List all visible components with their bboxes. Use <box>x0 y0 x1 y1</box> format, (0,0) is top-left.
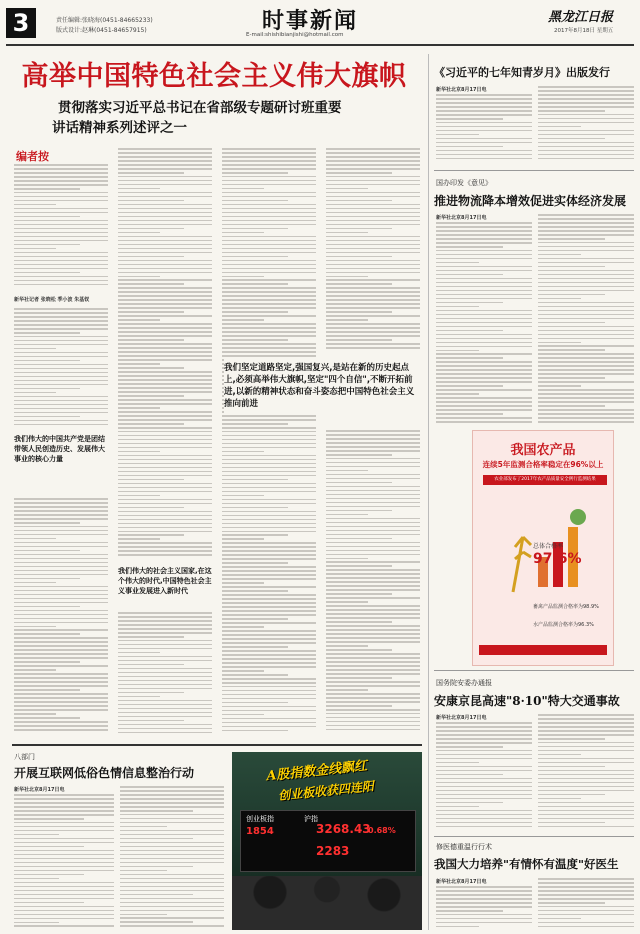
ticker-label-2: 沪指 <box>304 815 318 823</box>
bottom-headline: 开展互联网低俗色情信息整治行动 <box>14 766 195 780</box>
traffic-dateline: 新华社北京8月17日电 <box>436 715 487 721</box>
ticker-value-1: 1854 <box>246 826 274 837</box>
policy-kicker: 国办印发《意见》 <box>436 179 492 187</box>
lead-body-col2 <box>118 148 212 562</box>
page-number: 3 <box>12 9 30 37</box>
lead-subhead-2: 讲话精神系列述评之一 <box>52 120 187 136</box>
section-head-2: 我们伟大的社会主义国家,在这个伟大的时代,中国特色社会主义事业发展进入新时代 <box>118 567 212 595</box>
photo-banner-2: 创业板收获四连阳 <box>277 779 375 803</box>
bottom-kicker: 八部门 <box>14 753 35 761</box>
masthead-rule <box>6 44 634 46</box>
rule-4 <box>12 744 422 746</box>
food-body-left <box>436 886 532 930</box>
bottom-body-col1 <box>14 794 114 930</box>
food-body-right <box>538 878 634 930</box>
info-stat: 97.6% <box>533 551 582 567</box>
lead-body-col1b <box>14 498 108 736</box>
book-headline: 《习近平的七年知青岁月》出版发行 <box>434 66 610 79</box>
ticker-label-1: 创业板指 <box>246 815 274 823</box>
wheat-icon <box>513 537 531 592</box>
rule-2 <box>434 670 634 671</box>
policy-body-right <box>538 214 634 428</box>
bottom-body-col2 <box>120 786 224 930</box>
info-title: 我国农产品 <box>510 443 576 458</box>
crowd-silhouettes <box>232 876 422 930</box>
info-point-2: 水产品监测合格率为96.3% <box>533 622 594 628</box>
ticker-value-2: 3268.43 <box>316 822 371 836</box>
column-divider <box>428 54 429 930</box>
lead-body-col4b <box>326 430 420 736</box>
stock-photo <box>232 752 422 930</box>
masthead <box>0 0 640 46</box>
policy-body-left <box>436 222 532 428</box>
bottom-dateline: 新华社北京8月17日电 <box>14 787 65 793</box>
traffic-body-right <box>538 714 634 830</box>
info-ribbon <box>479 645 607 655</box>
infographic <box>472 430 614 666</box>
info-point-1: 畜禽产品监测合格率为98.9% <box>533 604 599 610</box>
policy-dateline: 新华社北京8月17日电 <box>436 215 487 221</box>
info-subtitle: 连续5年监测合格率稳定在96%以上 <box>482 460 604 469</box>
section-title: 时事新闻 <box>262 8 359 34</box>
traffic-headline: 安康京昆高速"8·10"特大交通事故 <box>434 694 620 708</box>
info-badge: 农业部发布了2017年农产品质量安全例行监测结果 <box>483 475 607 485</box>
vegetable-icon <box>570 509 586 525</box>
editor-note-body <box>14 164 108 290</box>
section-head-3: 我们坚定道路坚定,强国复兴,是站在新的历史起点上,必须高举伟大旗帜,坚定"四个自信",不断开拓前进,以新的精神状态和奋斗姿态把中国特色社会主义推向前进 <box>224 358 420 414</box>
food-headline: 我国大力培养"有情怀有温度"好医生 <box>434 857 619 871</box>
section-head-1: 我们伟大的中国共产党是团结带领人民创造历史、发展伟大事业的核心力量 <box>14 435 105 463</box>
book-dateline: 新华社北京8月17日电 <box>436 87 487 93</box>
info-stat-label: 总体合格率 <box>533 543 564 550</box>
editor-line-2: 版式设计:赵琳(0451-84657915) <box>56 27 147 34</box>
food-dateline: 新华社北京8月17日电 <box>436 879 487 885</box>
rule-3 <box>434 836 634 837</box>
book-body-right <box>538 86 634 164</box>
editor-line-1: 责任编辑:张晓海(0451-84665233) <box>56 17 153 24</box>
editor-note-title: 编者按 <box>16 150 49 163</box>
byline: 新华社记者 张晓松 季小波 朱基钗 <box>14 297 90 303</box>
book-body-left <box>436 94 532 164</box>
lead-headline: 高举中国特色社会主义伟大旗帜 <box>21 61 407 92</box>
photo-banner-1: A股指数金线飘红 <box>265 758 368 785</box>
paper-name: 黑龙江日报 <box>548 10 614 25</box>
food-kicker: 修医德重温行行术 <box>436 843 492 851</box>
traffic-kicker: 国务院安委办通报 <box>436 679 492 687</box>
lead-body-col4a <box>326 148 420 354</box>
lead-body-col3 <box>222 148 316 736</box>
policy-headline: 推进物流降本增效促进实体经济发展 <box>434 194 627 208</box>
lead-body-col2b <box>118 612 212 736</box>
lead-body-col1 <box>14 308 108 428</box>
issue-date: 2017年8月18日 星期五 <box>554 28 614 34</box>
ticker-value-3: 2283 <box>316 844 350 858</box>
rule-1 <box>434 170 634 171</box>
ticker-change: 0.68% <box>368 826 396 835</box>
traffic-body-left <box>436 722 532 830</box>
lead-subhead-1: 贯彻落实习近平总书记在省部级专题研讨班重要 <box>58 100 342 116</box>
email-line: E-mail:shishibianjishi@hotmail.com <box>246 32 344 38</box>
